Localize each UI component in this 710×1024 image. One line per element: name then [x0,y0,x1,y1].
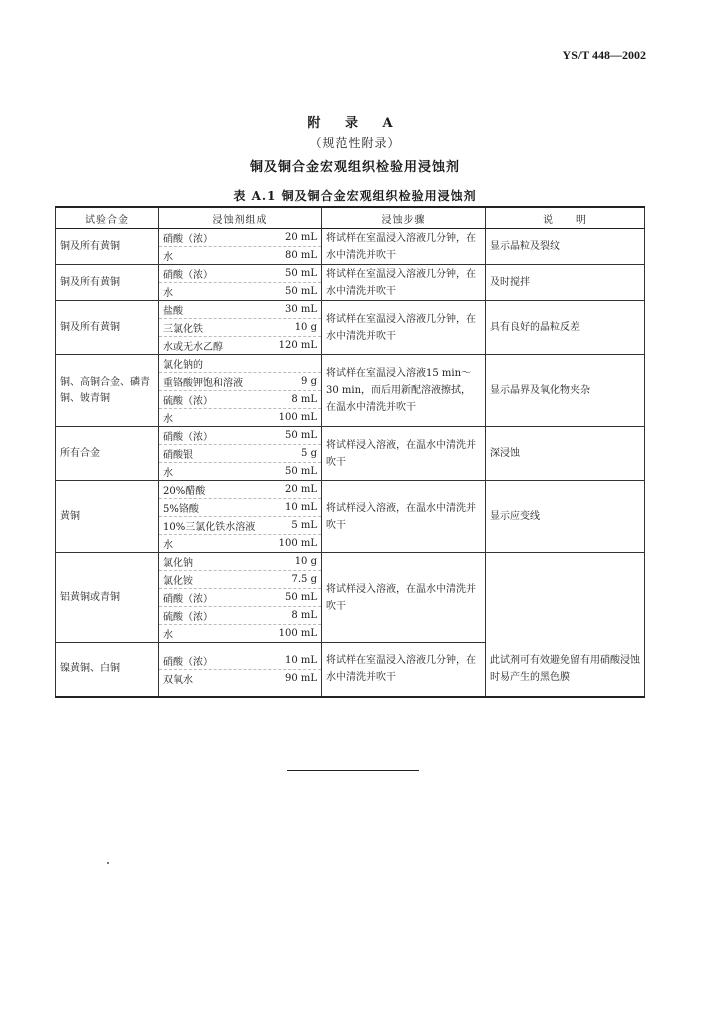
ingredient-amount: 100 mL [278,412,317,423]
ingredient-name: 氯化钠的 [163,360,203,371]
ingredient-name: 氯化钠 [163,558,193,569]
ingredient-line [159,589,321,607]
ingredient-amount: 20 mL [284,232,317,243]
cell-procedure: 将试样浸入溶液，在温水中清洗并吹干 [322,553,486,643]
ingredient-name: 硝酸银 [163,450,193,461]
cell-alloy: 铜及所有黄铜 [56,265,159,301]
ingredient-amount: 10 mL [284,502,317,513]
ingredient-line [159,301,321,319]
cell-alloy: 铜及所有黄铜 [56,301,159,355]
appendix-label: 附 录 A [307,116,403,131]
appendix-title: 铜及铜合金宏观组织检验用浸蚀剂 [249,160,460,175]
cell-composition [159,301,322,355]
ingredient-line [159,553,321,571]
ingredient-amount: 10 mL [284,654,317,666]
normative-label: （规范性附录） [309,136,401,150]
ingredient-name: 水 [163,630,173,641]
table-caption: 表 A.1 铜及铜合金宏观组织检验用浸蚀剂 [233,189,477,203]
ingredient-amount: 50 mL [284,268,317,279]
ingredient-amount: 10 g [294,556,317,567]
ingredient-amount: 50 mL [284,430,317,441]
cell-alloy: 所有合金 [56,427,159,481]
column-header-composition: 浸蚀剂组成 [159,207,322,229]
ingredient-name: 硝酸（浓） [163,656,213,668]
cell-procedure: 将试样在室温浸入溶液几分钟，在水中清洗并吹干 [322,265,486,301]
cell-composition [159,481,322,553]
cell-alloy: 铝黄铜或青铜 [56,553,159,643]
ingredient-line [159,409,321,426]
ingredient-line [159,355,321,373]
ingredient-name: 20%醋酸 [163,486,206,497]
ingredient-name: 盐酸 [163,306,183,317]
ingredient-amount: 100 mL [278,628,317,639]
ingredient-line [159,463,321,480]
ingredient-amount: 5 mL [291,520,317,531]
ingredient-amount: 50 mL [284,466,317,477]
ingredient-amount: 5 g [301,448,317,459]
cell-procedure: 将试样浸入溶液，在温水中清洗并吹干 [322,427,486,481]
ingredient-name: 硫酸（浓） [163,612,213,623]
table-row [56,301,645,355]
ingredient-line [159,445,321,463]
ingredient-name: 三氯化铁 [163,324,203,335]
ingredient-amount: 80 mL [284,250,317,261]
cell-composition [159,553,322,643]
table-row [56,355,645,427]
ingredient-line [159,481,321,499]
column-header-notes: 说 明 [486,207,645,229]
table-row [56,481,645,553]
ingredient-name: 重铬酸钾饱和溶液 [163,378,243,389]
table-row [56,553,645,643]
ingredient-line [159,391,321,409]
cell-alloy: 镍黄铜、白铜 [56,643,159,697]
ingredient-amount: 8 mL [291,394,317,405]
ingredient-amount: 8 mL [291,610,317,621]
ingredient-amount: 50 mL [284,592,317,603]
cell-procedure: 将试样浸入溶液，在温水中清洗并吹干 [322,481,486,553]
cell-procedure: 将试样在室温浸入溶液15 min～30 min，而后用新配溶液擦拭，在温水中清洗并吹干 [322,355,486,427]
table-row [56,229,645,265]
cell-composition [159,229,322,265]
ingredient-amount: 50 mL [284,286,317,297]
ingredient-amount: 30 mL [284,304,317,315]
ingredient-name: 水 [163,414,173,425]
cell-composition [159,265,322,301]
cell-procedure: 将试样在室温浸入溶液几分钟，在水中清洗并吹干 [322,301,486,355]
ingredient-name: 氯化铵 [163,576,193,587]
ingredient-line [159,247,321,264]
ingredient-amount: 7.5 g [291,574,317,585]
ingredient-line [159,337,321,354]
ingredient-line [159,265,321,283]
ingredient-name: 硝酸（浓） [163,234,213,245]
table-row [56,643,645,697]
ingredient-amount: 20 mL [284,484,317,495]
standard-code: YS/T 448—2002 [562,48,646,62]
ingredient-name: 10%三氯化铁水溶液 [163,522,256,533]
ingredient-line [159,499,321,517]
ingredient-line [159,319,321,337]
cell-notes: 显示晶界及氧化物夹杂 [486,355,645,427]
ingredient-line [159,625,321,642]
cell-composition [159,643,322,697]
table-row [56,427,645,481]
ingredient-name: 水或无水乙醇 [163,342,223,353]
cell-procedure: 将试样在室温浸入溶液几分钟，在水中清洗并吹干 [322,643,486,697]
cell-procedure: 将试样在室温浸入溶液几分钟，在水中清洗并吹干 [322,229,486,265]
cell-composition [159,355,322,427]
cell-alloy: 铜及所有黄铜 [56,229,159,265]
ingredient-name: 双氧水 [163,674,193,686]
ingredient-line [159,652,321,670]
cell-notes: 具有良好的晶粒反差 [486,301,645,355]
cell-notes: 此试剂可有效避免留有用硝酸浸蚀时易产生的黑色膜 [486,643,645,697]
ingredient-name: 水 [163,468,173,479]
cell-notes [486,553,645,643]
ingredient-name: 水 [163,252,173,263]
cell-notes: 及时搅拌 [486,265,645,301]
ingredient-line [159,571,321,589]
ingredient-line [159,229,321,247]
ingredient-name: 5%铬酸 [163,504,199,515]
cell-notes: 显示晶粒及裂纹 [486,229,645,265]
ingredient-name: 水 [163,540,173,551]
ingredient-amount: 10 g [294,322,317,333]
column-header-alloy: 试验合金 [56,207,159,229]
column-header-steps: 浸蚀步骤 [322,207,486,229]
cell-notes: 深浸蚀 [486,427,645,481]
ingredient-line [159,517,321,535]
scan-speck [107,862,109,864]
ingredient-amount: 120 mL [278,340,317,351]
ingredient-line [159,283,321,300]
table-header-row [56,207,645,229]
ingredient-name: 水 [163,288,173,299]
ingredient-name: 硝酸（浓） [163,594,213,605]
ingredient-line [159,427,321,445]
ingredient-name: 硫酸（浓） [163,396,213,407]
cell-composition [159,427,322,481]
ingredient-line [159,373,321,391]
cell-alloy: 黄铜 [56,481,159,553]
cell-notes: 显示应变线 [486,481,645,553]
ingredient-line [159,670,321,687]
ingredient-name: 硝酸（浓） [163,432,213,443]
ingredient-line [159,535,321,552]
ingredient-amount: 100 mL [278,538,317,549]
ingredient-name: 硝酸（浓） [163,270,213,281]
table-row [56,265,645,301]
ingredient-amount: 9 g [301,376,317,387]
cell-alloy: 铜、高铜合金、磷青铜、铍青铜 [56,355,159,427]
ingredient-line [159,607,321,625]
etchant-table [55,206,645,698]
ingredient-amount: 90 mL [284,672,317,684]
end-rule [287,770,419,771]
